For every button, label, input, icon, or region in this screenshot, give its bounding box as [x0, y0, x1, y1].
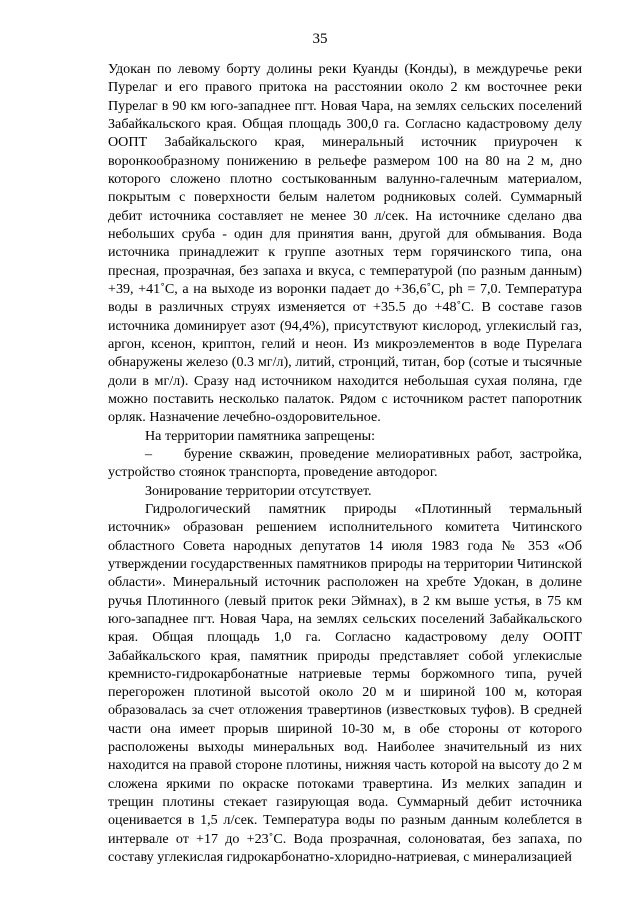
document-body: [108, 60, 582, 866]
paragraph-zoning: Зонирование территории отсутствует.: [145, 482, 372, 499]
list-item-prohibition: [108, 445, 582, 482]
paragraph-prohibitions-heading: На территории памятника запрещены:: [145, 427, 376, 444]
paragraph-purelag-description: Удокан по левому борту долины реки Куанды (Конды), в междуречье реки Пурелаг и его правого притока на расстоянии около 2 км восточнее реки Пурелаг в 90 км юго-западнее пгт. Новая Чара, на землях сельских поселений Забайкальского края. Общая площадь 300,0 га. Согласно кадастровому делу ООПТ Забайкальского края, минеральный источник приурочен к воронкообразному понижению в рельефе размером 100 на 80 на 2 м, дно которого сложено плотно состыкованным валунно-галечным материалом, покрытым с поверхности белым налетом родниковых солей. Суммарный дебит источника составляет не менее 30 л/сек. На источнике сделано два небольших сруба - один для принятия ванн, другой для обмывания. Вода источника принадлежит к группе азотных терм горячинского типа, она пресная, прозрачная, без запаха и вкуса, с температурой (по разным данным) +39, +41˚С, а на выходе из воронки падает до +36,6˚С, ph = 7,0. Температура воды в различных струях изменяется от +35.5 до +48˚С. В составе газов источника доминирует азот (94,4%), присутствуют кислород, углекислый газ, аргон, ксенон, криптон, гелий и неон. Из микроэлементов в воде Пурелага обнаружены железо (0.3 мг/л), литий, стронций, титан, бор (сотые и тысячные доли в мг/л). Сразу над источником находится небольшая сухая поляна, где можно поставить несколько палаток. Рядом с источником растет папоротник орляк. Назначение лечебно-оздоровительное.: [108, 61, 582, 426]
list-item-text: бурение скважин, проведение мелиоративных работ, застройка, устройство стоянок транспорта, проведение автодорог.: [108, 445, 582, 481]
paragraph-plotinny-description: Гидрологический памятник природы «Плотинный термальный источник» образован решением исполнительного комитета Читинского областного Совета народных депутатов 14 июля 1983 года № 353 «Об утверждении государственных памятников природы на территории Читинской области». Минеральный источник расположен на хребте Удокан, в долине ручья Плотинного (левый приток реки Эймнах), в 2 км выше устья, в 75 км юго-западнее пгт. Новая Чара, на землях сельских поселений Забайкальского края. Общая площадь 1,0 га. Согласно кадастровому делу ООПТ Забайкальского края, памятник природы представляет собой углекислые кремнисто-гидрокарбонатные натриевые термы боржомного типа, ручей перегорожен плотиной высотой около 20 м и шириной 100 м, которая образовалась за счет отложения травертинов (известковых туфов). В средней части она имеет прорыв шириной 10-30 м, в обе стороны от которого расположены выходы минеральных вод. Наиболее значительный из них находится на правой стороне плотины, нижняя часть которой на высоту до 2 м сложена яркими по окраске потоками травертина. Из мелких западин и трещин плотины стекает газирующая вода. Суммарный дебит источника оценивается в 1,5 л/сек. Температура воды по разным данным колеблется в интервале от +17 до +23˚С. Вода прозрачная, солоноватая, без запаха, по составу углекислая гидрокарбонатно-хлоридно-натриевая, с минерализацией: [108, 500, 582, 866]
list-dash-marker: –: [145, 445, 153, 462]
page-number: 35: [312, 31, 328, 47]
